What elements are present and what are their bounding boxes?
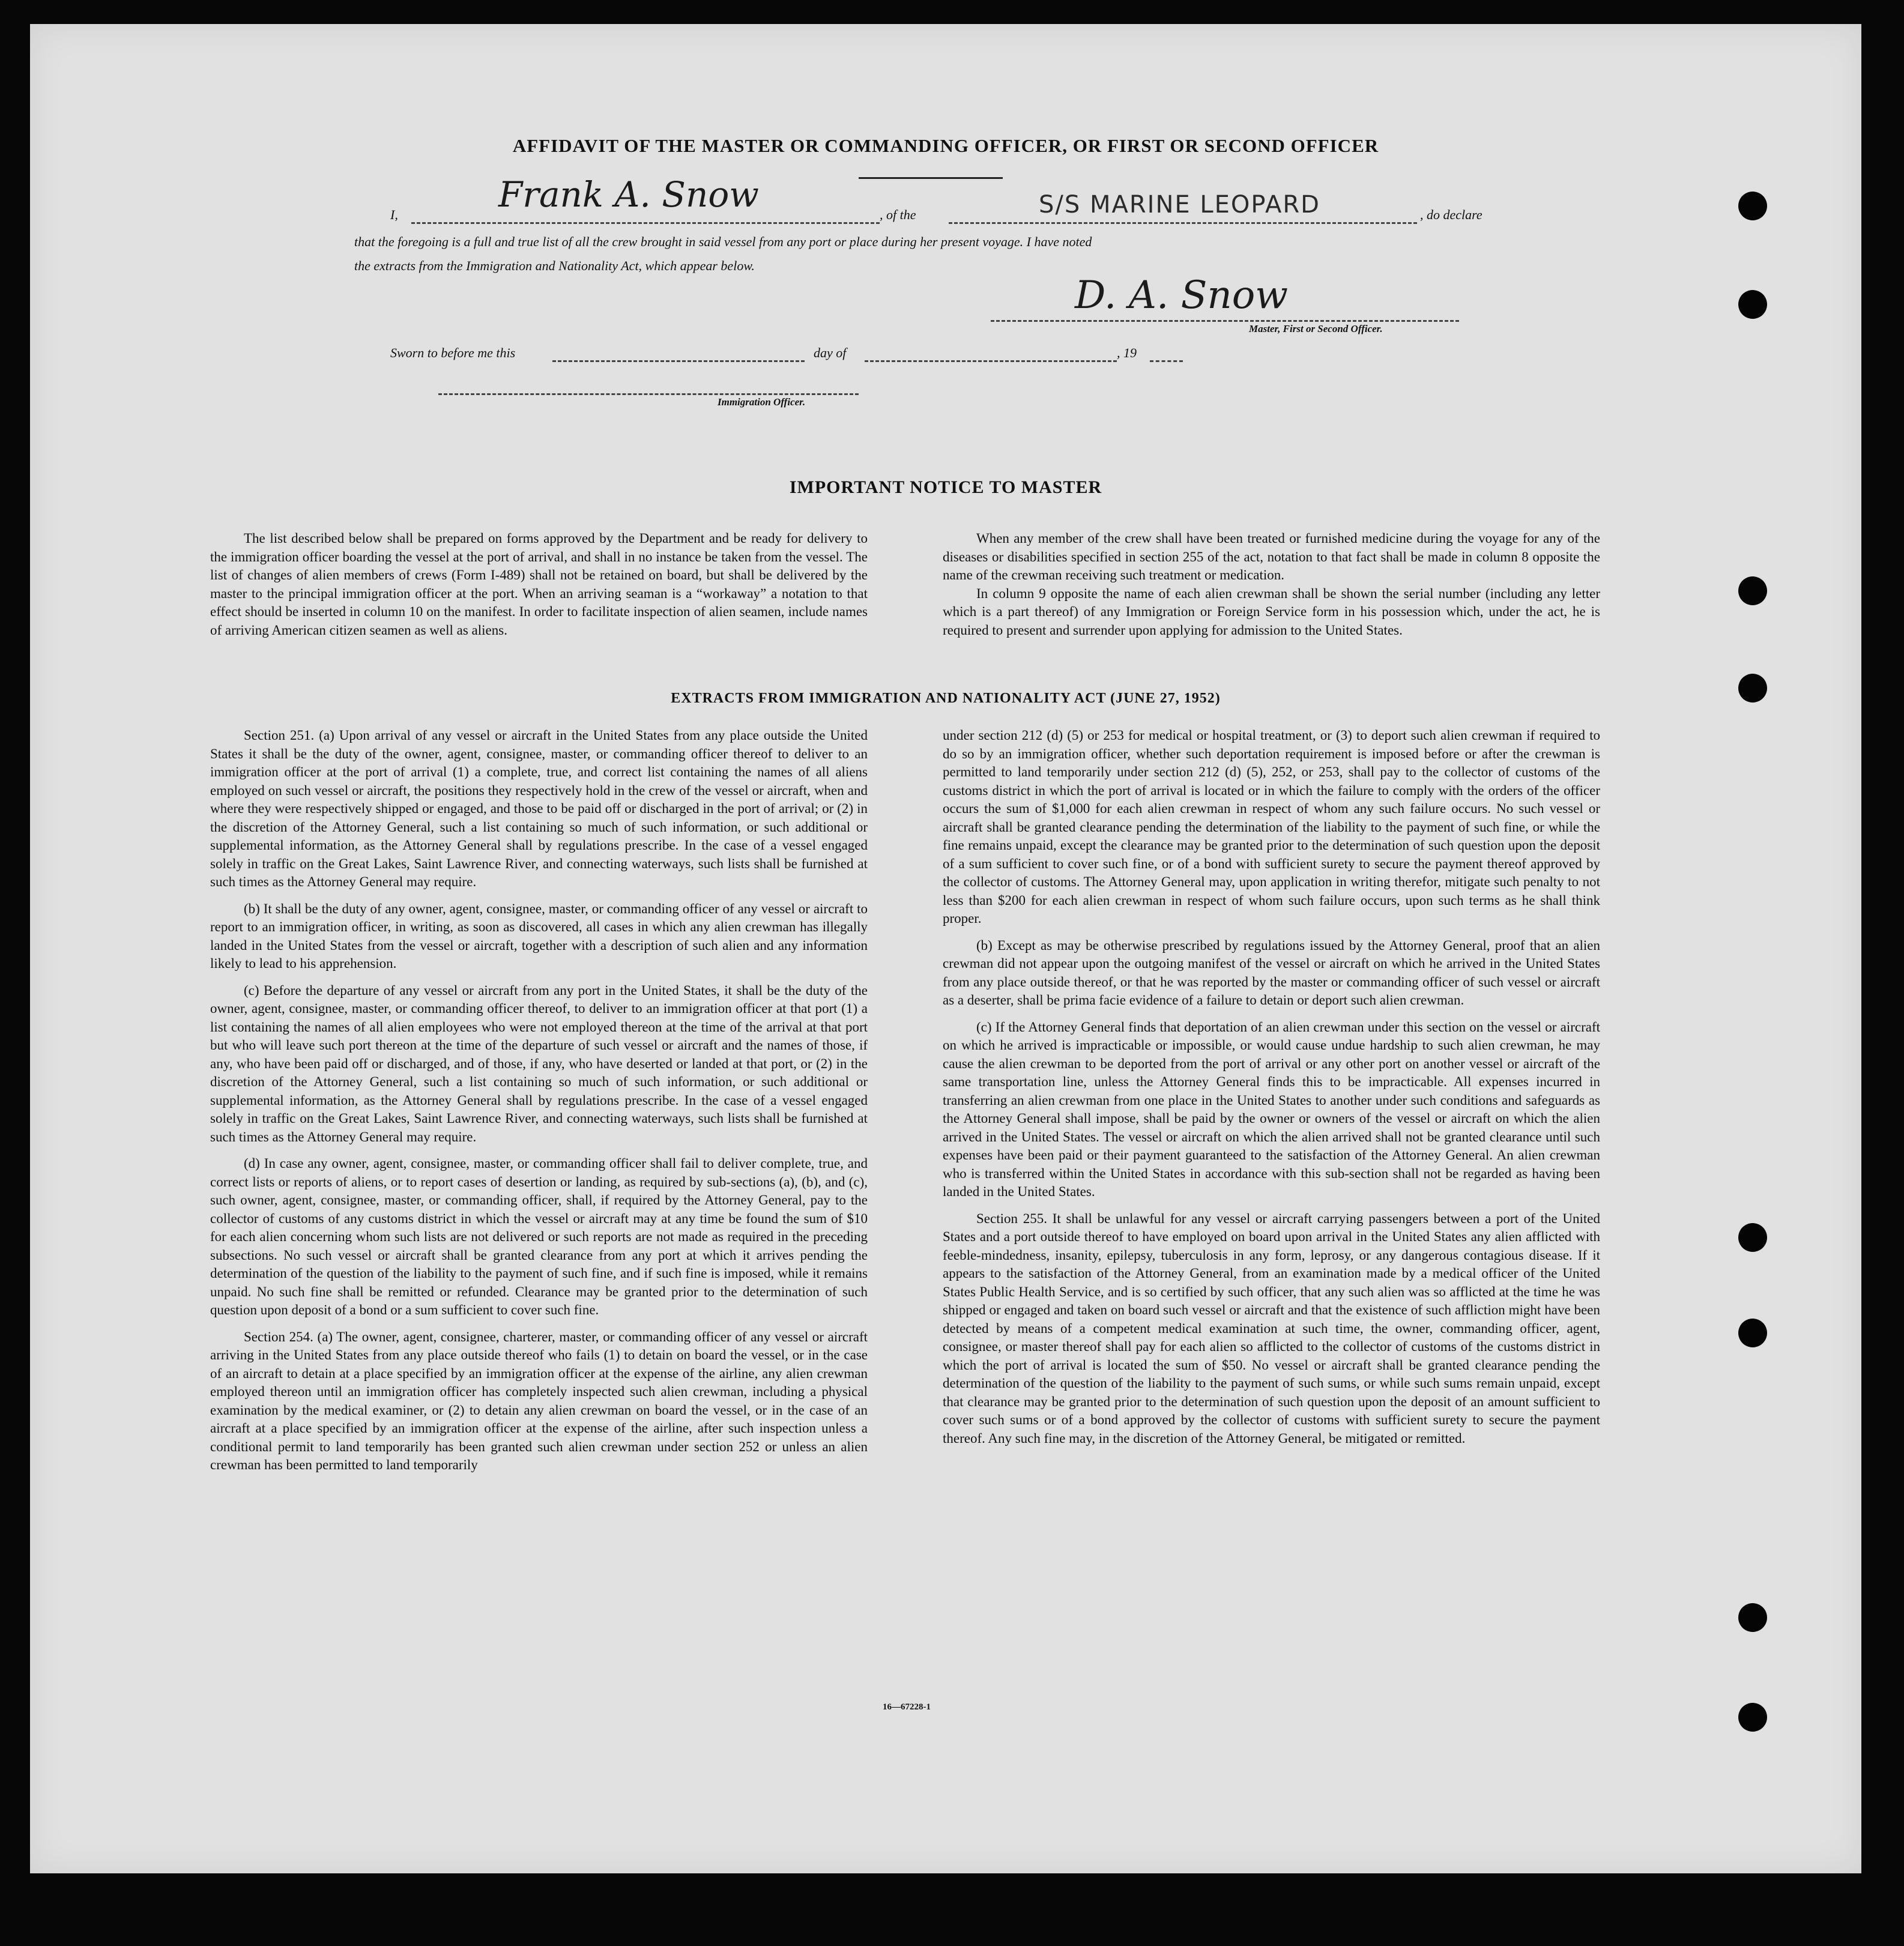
declarant-signature: Frank A. Snow	[498, 174, 759, 215]
document-page	[30, 24, 1861, 1873]
notice-left-paragraph: The list described below shall be prepared on forms approved by the Department and be ready for delivery to the immigration officer boarding the vessel at the port of arrival, and shall in no instance be taken from the vessel. The list of changes of alien members of crews (Form I-489) shall not be retained on board, but shall be delivered by the master to the principal immigration officer at the port. When an arriving seaman is a “workaway” a notation to that effect should be inserted in column 10 on the manifest. In order to facilitate inspection of alien seamen, include names of arriving American citizen seamen as well as aliens.	[210, 531, 868, 638]
punch-hole	[1738, 1703, 1767, 1732]
do-declare-label: , do declare	[1420, 207, 1482, 222]
section-254-a: Section 254. (a) The owner, agent, consignee, charterer, master, or commanding officer of any vessel or aircraft arriving in the United States from any place outside thereof who fails (1) to detain on board the vessel, or in the case of an aircraft to detain at a place specified by an immigration officer at the expense of the airline, any alien crewman employed thereon until an immigration officer has completely inspected such alien crewman, including a physical examination by the medical examiner, or (2) to detain any alien crewman on board the vessel, or in the case of an aircraft at a place specified by an immigration officer at the expense of the airline, after such inspection unless a conditional permit to land temporarily has been granted such alien crewman under section 252 or unless an alien crewman has been permitted to land temporarily	[210, 1329, 868, 1472]
extracts-title: EXTRACTS FROM IMMIGRATION AND NATIONALITY ACT (JUNE 27, 1952)	[671, 690, 1221, 706]
sworn-month-line	[865, 360, 1117, 362]
extracts-right-column	[943, 727, 1600, 1456]
section-255: Section 255. It shall be unlawful for any vessel or aircraft carrying passengers between a port of the United States and a port outside thereof to have employed on board upon arrival in the United States any alien afflicted with feeble-mindedness, insanity, epilepsy, tuberculosis in any form, leprosy, or any dangerous contagious disease. If it appears to the satisfaction of the Attorney General, from an examination made by a medical officer of the United States Public Health Service, and is so certified by such officer, that any such alien was so afflicted at the time he was shipped or engaged and taken on board such vessel or aircraft and that the existence of such affliction might have been detected by means of a competent medical examination at such time, the owner, commanding officer, agent, consignee, or master thereof shall pay for each alien so afflicted to the collector of customs of the customs district in which the port of arrival is located the sum of $50. No vessel or aircraft shall be granted clearance pending the determination of the question of the liability to the payment of such sums, or while such sums remain unpaid, except that clearance may be granted prior to the determination of such question upon the deposit of an amount sufficient to cover such sums or of a bond approved by the collector of customs with sufficient surety to secure the payment thereof. Any such fine may, in the discretion of the Attorney General, be mitigated or remitted.	[943, 1210, 1600, 1446]
punch-hole	[1738, 192, 1767, 220]
immigration-officer-caption: Immigration Officer.	[718, 396, 806, 408]
declaration-line-1: that the foregoing is a full and true list of all the crew brought in said vessel from any port or place during her present voyage. I have noted	[354, 234, 1092, 249]
title-rule	[859, 177, 1003, 179]
notice-title: IMPORTANT NOTICE TO MASTER	[789, 477, 1102, 497]
form-code: 16—67228-1	[883, 1702, 931, 1712]
section-254-b: (b) Except as may be otherwise prescribed by regulations issued by the Attorney General, proof that an alien crewman did not appear upon the outgoing manifest of the vessel or aircraft on which he arrived in the United States from any place outside thereof, or that he was reported by the master or commanding officer of such vessel or aircraft as a deserter, shall be prima facie evidence of a failure to detain or deport such alien crewman.	[943, 937, 1600, 1008]
punch-hole	[1738, 1223, 1767, 1252]
year-label: , 19	[1117, 345, 1137, 360]
section-254-c: (c) If the Attorney General finds that deportation of an alien crewman under this section on the vessel or aircraft on which he arrived is impracticable or impossible, or would cause undue hardship to such alien crewman, he may cause the alien crewman to be deported from the port of arrival or any other port on another vessel or aircraft of the same transportation line, unless the Attorney General finds this to be impracticable. All expenses incurred in transferring an alien crewman from one place in the United States to another under such conditions and safeguards as the Attorney General shall impose, shall be paid by the owner or owners of the vessel or aircraft on which the alien arrived in the United States. The vessel or aircraft on which the alien arrived shall not be granted clearance until such expenses have been paid or their payment guaranteed to the satisfaction of the Attorney General. An alien crewman who is transferred within the United States in accordance with this sub-section shall not be regarded as having been landed in the United States.	[943, 1019, 1600, 1199]
section-251-a: Section 251. (a) Upon arrival of any vessel or aircraft in the United States from any place outside the United States it shall be the duty of the owner, agent, consignee, master, or commanding officer thereof to deliver to an immigration officer at the port of arrival (1) a complete, true, and correct list containing the names of all aliens employed on such vessel or aircraft, the positions they respectively hold in the crew of the vessel or aircraft, when and where they were respectively shipped or engaged, and those to be paid off or discharged in the port of arrival; or (2) in the discretion of the Attorney General, such a list containing so much of such information, or such additional or supplemental information, as the Attorney General shall by regulations prescribe. In the case of a vessel engaged solely in traffic on the Great Lakes, Saint Lawrence River, and connecting waterways, such lists shall be furnished at such times as the Attorney General may require.	[210, 728, 868, 889]
affidavit-title: AFFIDAVIT OF THE MASTER OR COMMANDING OFFICER, OR FIRST OR SECOND OFFICER	[512, 135, 1379, 156]
sworn-year-line	[1150, 360, 1183, 362]
master-signature: D. A. Snow	[1075, 273, 1288, 318]
punch-hole	[1738, 576, 1767, 605]
punch-hole	[1738, 1603, 1767, 1632]
section-254-a-continued: under section 212 (d) (5) or 253 for medical or hospital treatment, or (3) to deport such alien crewman if required to do so by an immigration officer, whether such deportation requirement is imposed before or after the crewman is permitted to land temporarily under section 212 (d) (5), 252, or 253, shall pay to the collector of customs of the customs district in which the port of arrival is located or in which the failure to comply with the orders of the officer occurs the sum of $1,000 for each alien crewman in respect of whom any such failure occurs. No such vessel or aircraft shall be granted clearance pending the determination of the liability to the payment of such fine, or while the fine remains unpaid, except the clearance may be granted prior to the determination of such question upon the deposit of a sum sufficient to cover such fine, or of a bond with sufficient surety to secure the payment thereof approved by the collector of customs. The Attorney General may, upon application in writing therefor, mitigate such penalty to not less than $200 for each alien crewman in respect of whom such failure occurs, upon such terms as he shall think proper.	[943, 728, 1600, 926]
i-label: I,	[390, 207, 398, 222]
notice-left-column	[210, 530, 868, 648]
of-the-label: , of the	[880, 207, 916, 222]
declarant-name-line	[411, 222, 880, 224]
day-of-label: day of	[814, 345, 847, 360]
vessel-name-line	[949, 222, 1417, 224]
section-251-c: (c) Before the departure of any vessel or aircraft from any port in the United States, it shall be the duty of the owner, agent, consignee, master, or commanding officer thereof, to deliver to an immigration officer at that port (1) a list containing the names of all alien employees who were not employed thereon at the time of the arrival at that port but who will leave such port thereon at the time of the departure of such vessel or aircraft and the names of those, if any, who have been paid off or discharged, and of those, if any, who have deserted or landed at that port, or (2) in the discretion of the Attorney General, such a list containing so much of such information, or such additional or supplemental information, as the Attorney General shall by regulations prescribe. In the case of a vessel engaged solely in traffic on the Great Lakes, Saint Lawrence River, and connecting waterways, such lists shall be furnished at such times as the Attorney General may require.	[210, 982, 868, 1144]
punch-hole	[1738, 290, 1767, 319]
extracts-left-column	[210, 727, 868, 1483]
section-251-d: (d) In case any owner, agent, consignee, master, or commanding officer shall fail to deliver complete, true, and correct lists or reports of aliens, or to report cases of desertion or landing, as required by sub-sections (a), (b), and (c), such owner, agent, consignee, master, or commanding officer, shall, if required by the Attorney General, pay to the collector of customs of any customs district in which the vessel or aircraft may at any time be found the sum of $10 for each alien concerning whom such lists are not delivered or such reports are not made as required in the preceding subsections. No such vessel or aircraft shall be granted clearance from any port at which it arrives pending the determination of the question of the liability to the payment of such fine, and if such fine is imposed, while it remains unpaid. No such fine shall be remitted or refunded. Clearance may be granted prior to the determination of such question upon deposit of a bond or a sum sufficient to cover such fine.	[210, 1156, 868, 1317]
punch-hole	[1738, 1319, 1767, 1347]
sworn-day-line	[552, 360, 805, 362]
sworn-label: Sworn to before me this	[390, 345, 516, 360]
immigration-officer-line	[438, 393, 859, 395]
declaration-line-2: the extracts from the Immigration and Nationality Act, which appear below.	[354, 258, 755, 273]
notice-right-paragraph-1: When any member of the crew shall have been treated or furnished medicine during the voyage for any of the diseases or disabilities specified in section 255 of the act, notation to that fact shall be made in column 8 opposite the name of the crewman receiving such treatment or medication.	[943, 531, 1600, 582]
notice-right-paragraph-2: In column 9 opposite the name of each alien crewman shall be shown the serial number (including any letter which is a part thereof) of any Immigration or Foreign Service form in his possession which, under the act, he is required to present and surrender upon applying for admission to the United States.	[943, 585, 1600, 638]
master-caption: Master, First or Second Officer.	[1249, 323, 1383, 334]
vessel-name-stamp: S/S MARINE LEOPARD	[1039, 191, 1320, 219]
master-signature-line	[991, 320, 1459, 322]
notice-right-column	[943, 530, 1600, 648]
section-251-b: (b) It shall be the duty of any owner, agent, consignee, master, or commanding officer of any vessel or aircraft to report to an immigration officer, in writing, as soon as discovered, all cases in which any alien crewman has illegally landed in the United States from the vessel or aircraft, together with a description of such alien and any information likely to lead to his apprehension.	[210, 901, 868, 971]
